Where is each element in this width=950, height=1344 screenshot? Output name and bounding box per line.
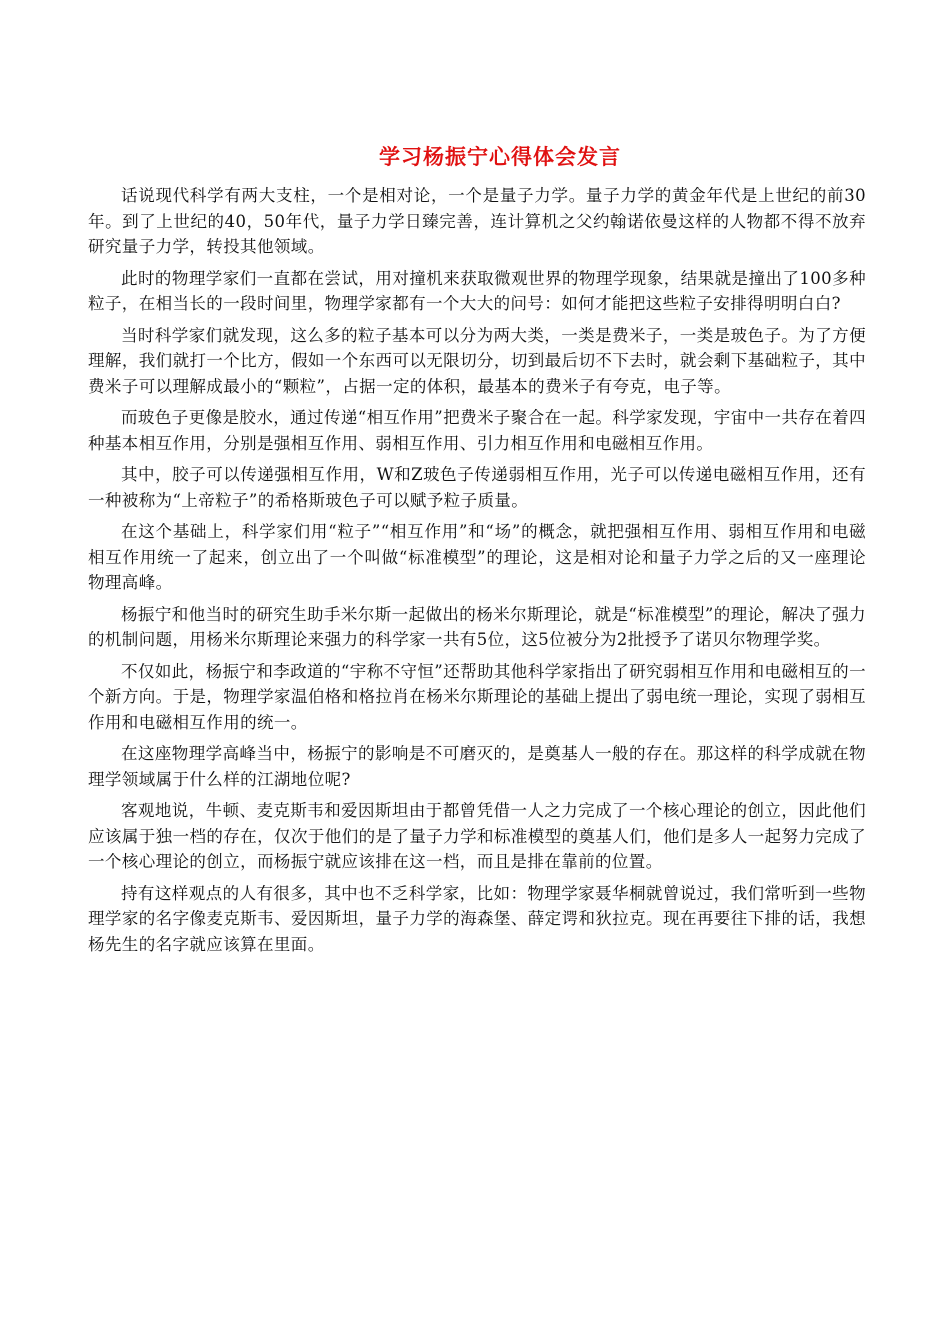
document-title: 学习杨振宁心得体会发言 — [379, 144, 621, 169]
document-body — [88, 183, 866, 963]
paragraph: 杨振宁和他当时的研究生助手米尔斯一起做出的杨米尔斯理论，就是“标准模型”的理论，解决了强力的机制问题，用杨米尔斯理论来强力的科学家一共有5位，这5位被分为2批授予了诺贝尔物理学奖。 — [88, 604, 866, 649]
paragraph: 而玻色子更像是胶水，通过传递“相互作用”把费米子聚合在一起。科学家发现，宇宙中一共存在着四种基本相互作用，分别是强相互作用、弱相互作用、引力相互作用和电磁相互作用。 — [88, 408, 866, 453]
paragraph: 当时科学家们就发现，这么多的粒子基本可以分为两大类，一类是费米子，一类是玻色子。为了方便理解，我们就打一个比方，假如一个东西可以无限切分，切到最后切不下去时，就会剩下基础粒子，其中费米子可以理解成最小的“颗粒”，占据一定的体积，最基本的费米子有夸克，电子等。 — [88, 325, 866, 396]
paragraph: 不仅如此，杨振宁和李政道的“宇称不守恒”还帮助其他科学家指出了研究弱相互作用和电磁相互的一个新方向。于是，物理学家温伯格和格拉肖在杨米尔斯理论的基础上提出了弱电统一理论，实现了弱相互作用和电磁相互作用的统一。 — [88, 661, 866, 732]
paragraph: 在这个基础上，科学家们用“粒子”“相互作用”和“场”的概念，就把强相互作用、弱相互作用和电磁相互作用统一了起来，创立出了一个叫做“标准模型”的理论，这是相对论和量子力学之后的又一座理论物理高峰。 — [88, 522, 866, 592]
paragraph: 客观地说，牛顿、麦克斯韦和爱因斯坦由于都曾凭借一人之力完成了一个核心理论的创立，因此他们应该属于独一档的存在，仅次于他们的是了量子力学和标准模型的奠基人们，他们是多人一起努力完成了一个核心理论的创立，而杨振宁就应该排在这一档，而且是排在靠前的位置。 — [88, 801, 866, 871]
paragraph: 持有这样观点的人有很多，其中也不乏科学家，比如：物理学家聂华桐就曾说过，我们常听到一些物理学家的名字像麦克斯韦、爱因斯坦，量子力学的海森堡、薛定谔和狄拉克。现在再要往下排的话，我想杨先生的名字就应该算在里面。 — [88, 883, 866, 954]
paragraph: 在这座物理学高峰当中，杨振宁的影响是不可磨灭的，是奠基人一般的存在。那这样的科学成就在物理学领域属于什么样的江湖地位呢? — [88, 744, 866, 789]
paragraph: 此时的物理学家们一直都在尝试，用对撞机来获取微观世界的物理学现象，结果就是撞出了100多种粒子，在相当长的一段时间里，物理学家都有一个大大的问号：如何才能把这些粒子安排得明明白白? — [88, 268, 866, 313]
paragraph: 其中，胶子可以传递强相互作用，W和Z玻色子传递弱相互作用，光子可以传递电磁相互作用，还有一种被称为“上帝粒子”的希格斯玻色子可以赋予粒子质量。 — [88, 465, 866, 510]
paragraph: 话说现代科学有两大支柱，一个是相对论，一个是量子力学。量子力学的黄金年代是上世纪的前30年。到了上世纪的40，50年代，量子力学日臻完善，连计算机之父约翰诺依曼这样的人物都不得不放弃研究量子力学，转投其他领域。 — [88, 186, 866, 256]
